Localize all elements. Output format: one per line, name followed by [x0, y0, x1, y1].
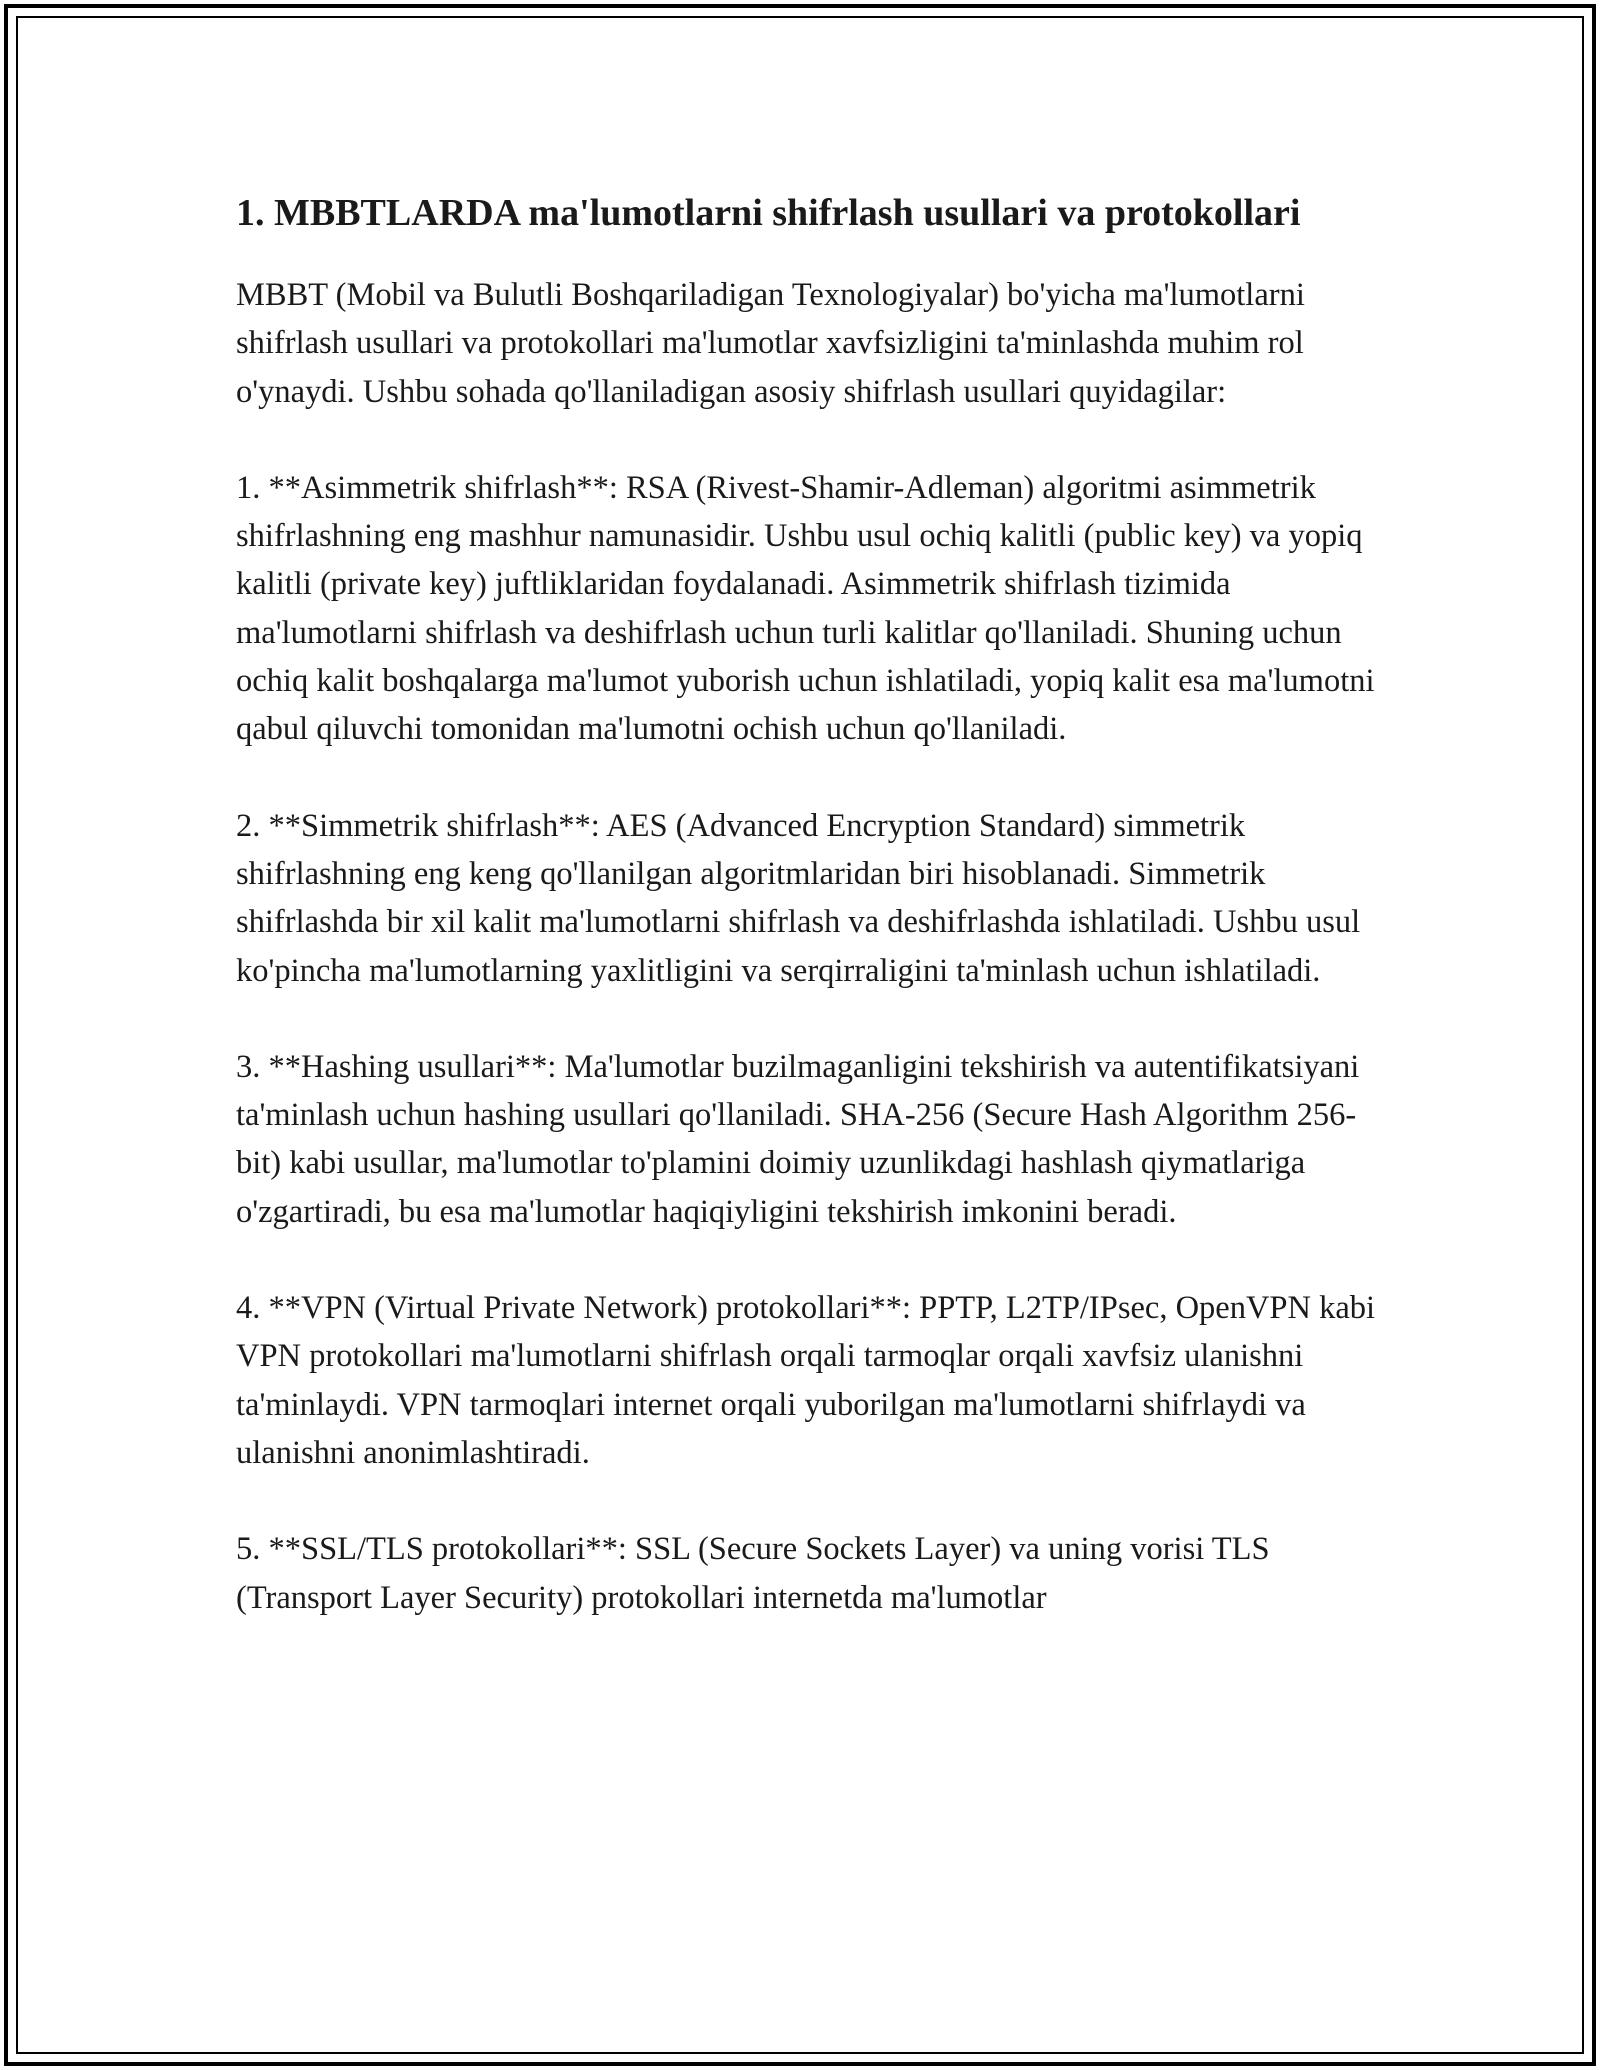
list-item-hashing-methods: 3. **Hashing usullari**: Ma'lumotlar buzilmaganligini tekshirish va autentifikatsiyani ta'minlash uchun hashing usullari qo'llaniladi. SHA-256 (Secure Hash Algorithm 256-bit) kabi usullar, ma'lumotlar to'plamini doimiy uzunlikdagi hashlash qiymatlariga o'zgartiradi, bu esa ma'lumotlar haqiqiyligini tekshirish imkonini beradi.: [236, 1048, 1360, 1230]
list-item-ssl-tls-protocols: 5. **SSL/TLS protokollari**: SSL (Secure Sockets Layer) va uning vorisi TLS (Transport Layer Security) protokollari internetda ma'lumotlar: [236, 1531, 1270, 1616]
intro-paragraph: MBBT (Mobil va Bulutli Boshqariladigan Texnologiyalar) bo'yicha ma'lumotlarni shifrlash usullari va protokollari ma'lumotlar xavfsizligini ta'minlashda muhim rol o'ynaydi. Ushbu sohada qo'llaniladigan asosiy shifrlash usullari quyidagilar:: [236, 277, 1305, 410]
document-body: [236, 185, 1386, 1670]
list-item-vpn-protocols: 4. **VPN (Virtual Private Network) protokollari**: PPTP, L2TP/IPsec, OpenVPN kabi VPN protokollari ma'lumotlarni shifrlash orqali tarmoqlar orqali xavfsiz ulanishni ta'minlaydi. VPN tarmoqlari internet orqali yuborilgan ma'lumotlarni shifrlaydi va ulanishni anonimlashtiradi.: [236, 1290, 1376, 1471]
document-title: 1. MBBTLARDA ma'lumotlarni shifrlash usullari va protokollari: [236, 192, 1301, 234]
list-item-asymmetric-encryption: 1. **Asimmetrik shifrlash**: RSA (Rivest-Shamir-Adleman) algoritmi asimmetrik shifrlashning eng mashhur namunasidir. Ushbu usul ochiq kalitli (public key) va yopiq kalitli (private key) juftliklaridan foydalanadi. Asimmetrik shifrlash tizimida ma'lumotlarni shifrlash va deshifrlash uchun turli kalitlar qo'llaniladi. Shuning uchun ochiq kalit boshqalarga ma'lumot yuborish uchun ishlatiladi, yopiq kalit esa ma'lumotni qabul qiluvchi tomonidan ma'lumotni ochish uchun qo'llaniladi.: [236, 469, 1375, 748]
list-item-symmetric-encryption: 2. **Simmetrik shifrlash**: AES (Advanced Encryption Standard) simmetrik shifrlashning eng keng qo'llanilgan algoritmlaridan biri hisoblanadi. Simmetrik shifrlashda bir xil kalit ma'lumotlarni shifrlash va deshifrlashda ishlatiladi. Ushbu usul ko'pincha ma'lumotlarning yaxlitligini va serqirraligini ta'minlash uchun ishlatiladi.: [236, 807, 1361, 989]
